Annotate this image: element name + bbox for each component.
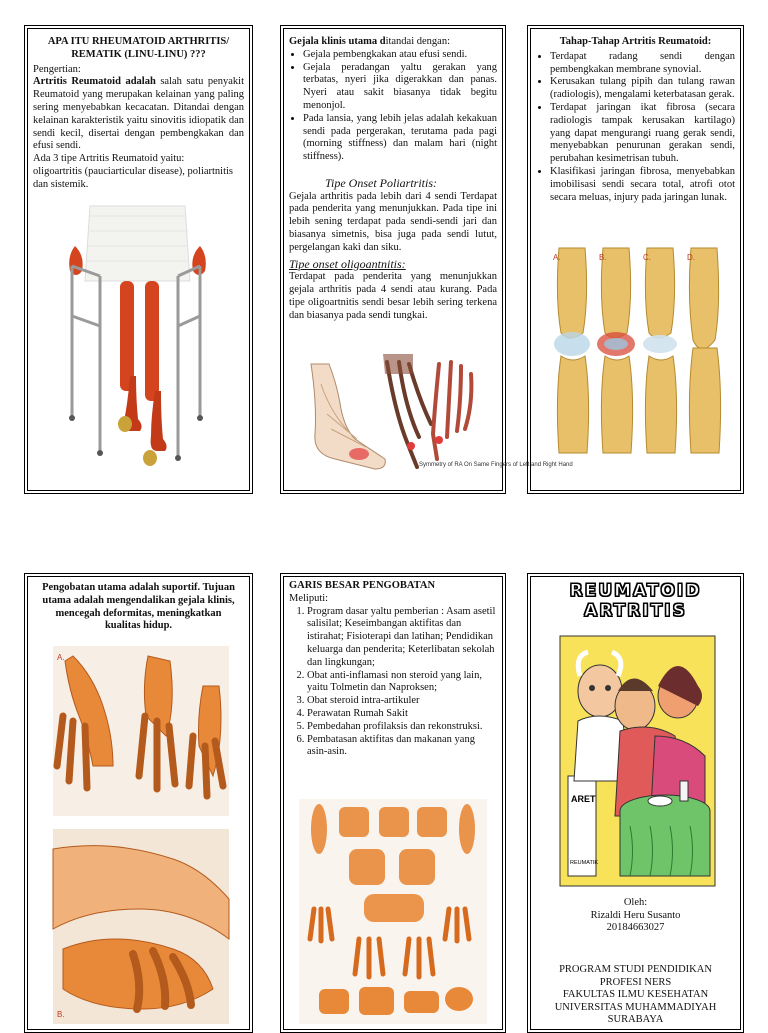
stage-label: D. (687, 253, 695, 262)
cover-title-line2: ARTRITIS (584, 601, 687, 622)
list-item: • Kerusakan tulang pipih dan tulang rawan (radiologis), mengalami keterbatasan gerak. (550, 76, 735, 102)
panel-definition (24, 25, 253, 494)
walker-svg (60, 206, 215, 476)
poli-text: Gejala arthritis pada lebih dari 4 sendi Terdapat pada penderita yang menunjukkan. Pada tipe ini lebih sening terdapat pada sendi-sendi jari dan biasanya simetnis, bisa juga pada sendi lutut, pergelangan kaki dan siku. (289, 190, 497, 253)
symptoms-heading-bold: Gejala klinis utama d (289, 36, 386, 47)
anatomy-chart-illustration (299, 799, 487, 1024)
walker-illustration (60, 206, 215, 476)
hands-illustration-a (53, 646, 229, 816)
hands-illustration-b (53, 829, 229, 1024)
faculty: FAKULTAS ILMU KESEHATAN (562, 989, 709, 1001)
feet-hands-illustration (299, 354, 573, 482)
treatment-goal-title: Pengobatan utama adalah suportif. Tujuan utama adalah mengendalikan gejala klinis, mencegah deformitas, meningkatkan kualitas hidup. (42, 582, 235, 632)
program-line1: PROGRAM STUDI PENDIDIKAN (559, 964, 712, 975)
box-label: REUMATIK (570, 860, 599, 866)
hands-a-svg (53, 646, 229, 816)
symptoms-heading (289, 36, 497, 49)
stage-label: B. (599, 253, 607, 262)
panel-cover (527, 573, 744, 1033)
cane-label: ARET (571, 794, 596, 804)
university: UNIVERSITAS MUHAMMADIYAH (554, 1001, 717, 1013)
types-intro: Ada 3 tipe Artritis Reumatoid yaitu: (33, 153, 185, 165)
stages-title: Tahap-Tahap Artritis Reumatoid: (559, 36, 712, 47)
img-caption: Symmetry of RA On Same Fingers of Left and Right Hand (419, 462, 573, 468)
list-item: • Terdapat jaringan ikat fibrosa (secara radiologis tampak kerusakan kartilago) yang dapat mengurangi ruang gerak sendi, menyebabkan penurunan gerakan sendi, perubahan kesimetrisan tubuh. (550, 102, 735, 166)
cover-title (536, 581, 735, 622)
anatomy-chart-svg (299, 799, 487, 1024)
stage-label: C. (643, 253, 651, 262)
hands-b-svg (53, 829, 229, 1024)
city: SURABAYA (607, 1014, 664, 1026)
feet-hands-svg (299, 354, 573, 482)
poli-title: Tipe Onset Poliartritis: (325, 175, 438, 190)
img-label-a: A. (57, 653, 65, 662)
list-item: • Klasifikasi jaringan fibrosa, menyebabkan imobilisasi sendi secara total, atrofi otot secara meluas, injury pada jaringan lunak. (550, 166, 735, 204)
cartoon-illustration (560, 636, 715, 886)
symptoms-list (289, 49, 497, 164)
list-item: 3. Obat steroid intra-artikuler (307, 695, 497, 708)
author-block (528, 897, 743, 935)
panel-treatment-outline (280, 573, 506, 1033)
list-item: • Pada lansia, yang lebih jelas adalah kekakuan sendi pada pergerakan, terutama pada pagi (morning stiffness) dan malam hari (night stiffness). (303, 113, 497, 164)
panel-symptoms (280, 25, 573, 494)
cartoon-svg (560, 636, 715, 886)
list-item: 1. Program dasar yaltu pemberian : Asam asetil salisilat; Keseimbangan aktifitas dan istirahat; Fisioterapi dan latihan; Pendidikan keluarga dan penderita; Keterlibatan sekolah dan lingkungan; (307, 606, 497, 670)
joint-stages-svg (551, 248, 726, 453)
author-name: Rizaldi Heru Susanto (590, 909, 681, 921)
img-label-b: B. (57, 1010, 65, 1019)
list-item: • Gejala peradangan yaltu gerakan yang terbatas, nyeri jika digerakkan dan panas. Nyeri atau sakit biasanya tidak begitu menonjol. (303, 62, 497, 113)
oligo-text: Terdapat pada penderita yang menunjukkan gejala arthritis pada 4 sendi atau kurang. Pada tipe oligoartnitis sendi besar lebih sering terkena dan biasanya pada sendi tungkai. (289, 271, 497, 321)
program-line2: PROFESI NERS (599, 976, 672, 988)
stages-list (536, 51, 735, 205)
types-list: oligoartritis (pauciarticular disease), poliartnitis dan sistemik. (33, 165, 234, 190)
definition-bold: Artritis Reumatoid adalah (33, 76, 156, 88)
panel-title: APA ITU RHEUMATOID ARTHRITIS/ REMATIK (LINU-LINU) ??? (47, 36, 230, 60)
oleh-label: Oleh: (623, 897, 648, 908)
definition-rest: salah satu penyakit Reumatoid yang merupakan kelainan yang paling sering menyebabkan kecacatan. Ditandai dengan kelainan karakteristik yaitu sinovitis idiopatik dan sendi kecil, disertai dengan pembengkakan dan efusi sendi. (33, 76, 244, 152)
outline-list (289, 606, 497, 760)
panel-stages (527, 25, 744, 494)
outline-title: GARIS BESAR PENGOBATAN (289, 580, 436, 591)
institution-block (528, 964, 743, 1027)
oligo-title: Tipe onset oligoantnitis: (289, 256, 406, 271)
pengertian-label: Pengertian: (33, 63, 81, 75)
list-item: 2. Obat anti-inflamasi non steroid yang lain, yaitu Tolmetin dan Naproksen; (307, 670, 497, 696)
definition-text (33, 76, 244, 153)
list-item: 6. Pembatasan aktifitas dan makanan yang asin-asin. (307, 734, 497, 760)
panel-treatment-goal (24, 573, 253, 1033)
list-item: 4. Perawatan Rumah Sakit (307, 708, 497, 721)
cover-title-line1: REUMATOID (569, 581, 702, 601)
outline-intro: Meliputi: (289, 592, 329, 604)
list-item: • Gejala pembengkakan atau efusi sendi. (303, 49, 497, 62)
joint-stages-illustration (551, 248, 726, 453)
list-item: • Terdapat radang sendi dengan pembengkakan membrane synovial. (550, 51, 735, 77)
symptoms-heading-rest: itandai dengan: (385, 36, 450, 47)
stage-label: A. (553, 253, 561, 262)
author-nim: 20184663027 (606, 922, 665, 934)
list-item: 5. Pembedahan profilaksis dan rekonstruksi. (307, 721, 497, 734)
